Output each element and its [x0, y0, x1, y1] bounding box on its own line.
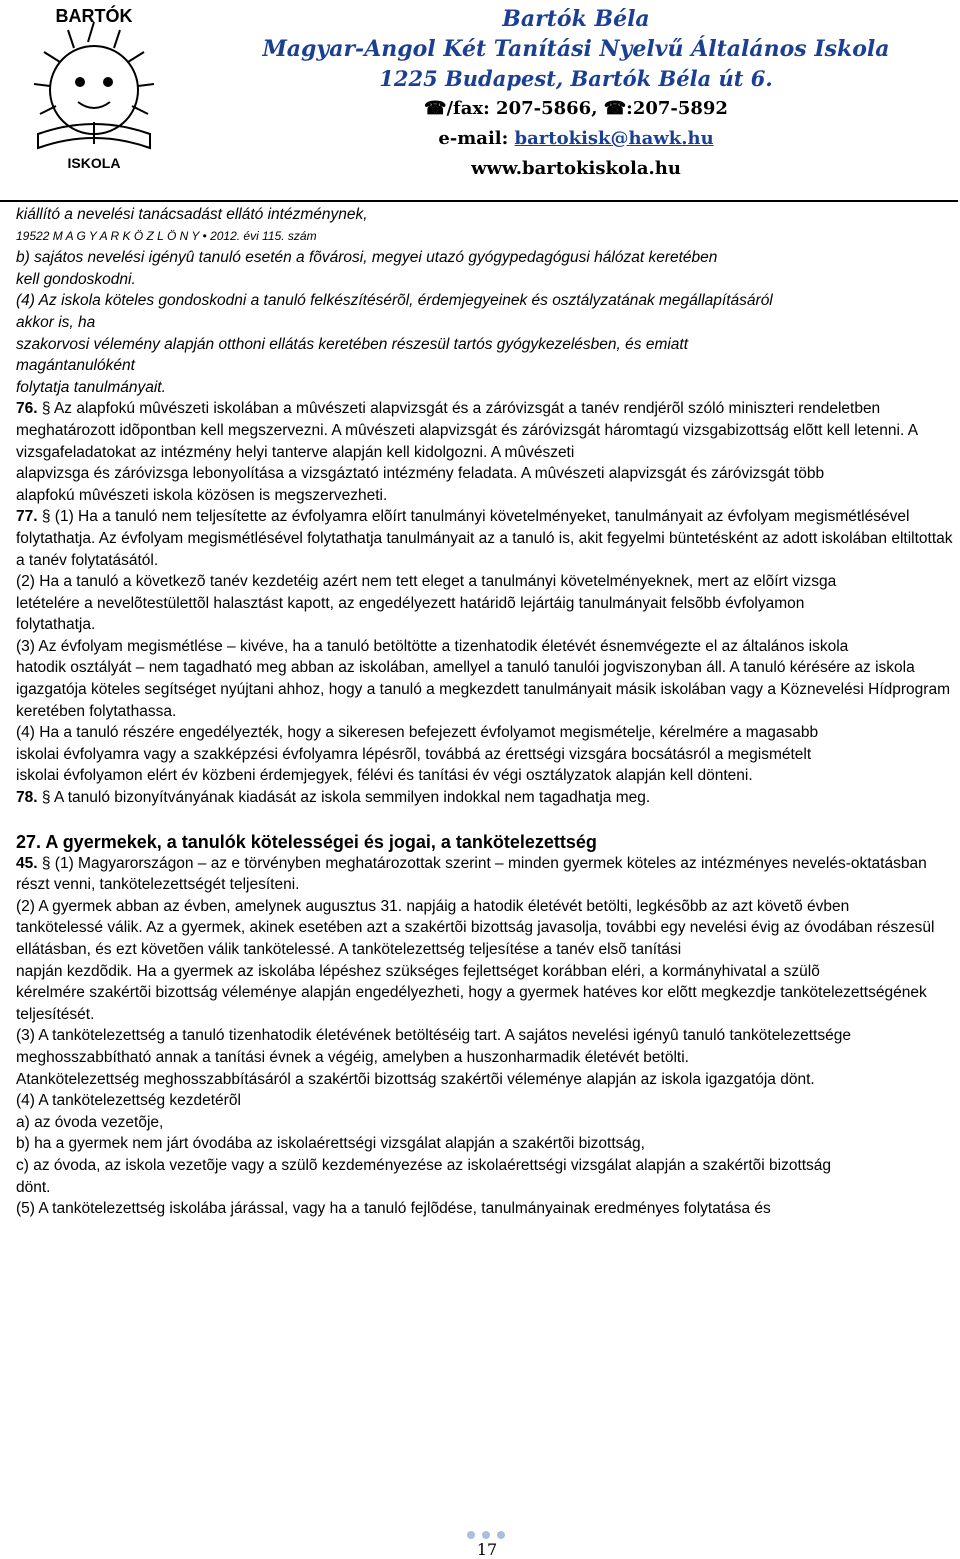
paragraph-45	[16, 853, 954, 896]
text-line: folytathatja.	[16, 616, 96, 634]
email-link[interactable]: bartokisk@hawk.hu	[514, 128, 714, 149]
text-line: dönt.	[16, 1178, 51, 1196]
text-line: hatodik osztályát – nem tagadható meg abban az iskolában, amellyel a tanuló tanulói jogviszonyban áll. A tanuló kérésére az iskola igazgatója köteles segítséget nyújtani ahhoz, hogy a tanuló a megkezdett tanulmányait másik iskolában vagy a Köznevelési Hídprogram keretében folytathassa.	[16, 659, 950, 720]
page-ornament	[466, 1530, 506, 1540]
letterhead	[0, 0, 960, 200]
text-line: akkor is, ha	[16, 313, 96, 331]
page-number: 17	[476, 1540, 498, 1559]
text-line: letételére a nevelõtestülettõl halasztást kapott, az engedélyezett határidõ lejártáig tanulmányait felsõbb évfolyamon	[16, 594, 805, 612]
section-number: 78.	[16, 789, 38, 807]
text-line: kérelmére szakértõi bizottság véleménye alapján engedélyezheti, hogy a gyermek hatéves kor elõtt megkezdje tankötelezettségének teljesítését.	[16, 984, 927, 1023]
logo-top-text: BARTÓK	[55, 6, 133, 26]
text-line: napján kezdõdik. Ha a gyermek az iskolába lépéshez szükséges fejlettséget korábban eléri, a kormányhivatal a szülõ	[16, 962, 820, 980]
text-line: 19522 M A G Y A R K Ö Z L Ö N Y • 2012. évi 115. szám	[16, 228, 317, 243]
paragraph-77	[16, 506, 954, 571]
paragraph-text: (1) Magyarországon – az e törvényben meghatározottak szerint – minden gyermek köteles az intézményes nevelés-oktatásban részt venni, tankötelezettségét teljesíteni.	[16, 854, 927, 894]
email-label: e-mail:	[438, 128, 515, 149]
section-mark-icon: §	[41, 508, 51, 526]
school-address: 1225 Budapest, Bartók Béla út 6.	[379, 66, 773, 91]
school-name: Bartók Béla	[502, 6, 650, 32]
section-number: 76.	[16, 400, 38, 418]
section-number: 77.	[16, 508, 38, 526]
paragraph-76	[16, 398, 954, 463]
section-mark-icon: §	[41, 400, 51, 418]
text-line: tankötelessé válik. Az a gyermek, akinek esetében azt a szakértõi bizottság javasolja, további egy nevelési évig az óvodában részesül ellátásban, és ezt követõen válik tankötelessé. A tankötelezettség teljesítése a tanév elsõ tanítási	[16, 919, 935, 958]
school-full-name: Magyar-Angol Két Tanítási Nyelvű Általános Iskola	[262, 36, 890, 62]
spacer	[16, 809, 954, 831]
document-body	[16, 204, 954, 1220]
text-line: alapvizsga és záróvizsga lebonyolítása a vizsgáztató intézmény feladata. A mûvészeti alapvizsgát és záróvizsgát több	[16, 465, 825, 483]
text-line: (3) A tankötelezettség a tanuló tizenhatodik életévének betöltéséig tart. A sajátos nevelési igényû tanuló tankötelezettsége meghosszabbítható annak a tanítási évnek a végéig, amelyben a huszonharmadik életévét betölti.	[16, 1027, 851, 1066]
email-line	[196, 124, 956, 154]
text-line: (4) Az iskola köteles gondoskodni a tanuló felkészítésérõl, érdemjegyeinek és osztályzatának megállapításáról	[16, 292, 773, 310]
text-line: (4) Ha a tanuló részére engedélyezték, hogy a sikeresen befejezett évfolyamot megismételje, kérelmére a magasabb	[16, 724, 819, 742]
section-mark-icon: §	[41, 789, 51, 807]
paragraph-text: A tanuló bizonyítványának kiadását az iskola semmilyen indokkal nem tagadhatja meg.	[50, 789, 651, 807]
paragraph-78	[16, 787, 954, 809]
paragraph-text: (1) Ha a tanuló nem teljesítette az évfolyamra elõírt tanulmányi követelményeket, tanulmányait az évfolyam megismétlésével folytathatja. Az évfolyam megismétlésével folytathatja tanulmányait az a tanuló is, akit fegyelmi büntetésként az adott iskolában eltiltottak a tanév folytatásától.	[16, 508, 953, 569]
text-line: (4) A tankötelezettség kezdetérõl	[16, 1092, 241, 1110]
text-line: c) az óvoda, az iskola vezetõje vagy a szülõ kezdeményezése az iskolaérettségi vizsgálat alapján a szakértõi bizottság	[16, 1156, 832, 1174]
website[interactable]: www.bartokiskola.hu	[471, 158, 681, 179]
text-line: iskolai évfolyamon elért év közbeni érdemjegyek, félévi és tanítási év végi osztályzatok alapján kell dönteni.	[16, 767, 753, 785]
text-line: magántanulóként	[16, 357, 135, 375]
text-line: (3) Az évfolyam megismétlése – kivéve, ha a tanuló betöltötte a tizenhatodik életévét ésnemvégezte el az általános iskola	[16, 637, 849, 655]
text-line: kell gondoskodni.	[16, 270, 136, 288]
text-line: alapfokú mûvészeti iskola közösen is megszervezheti.	[16, 486, 388, 504]
text-line: (2) A gyermek abban az évben, amelynek augusztus 31. napjáig a hatodik életévét betölti, legkésõbb az azt követõ évben	[16, 897, 850, 915]
header-divider	[0, 200, 958, 202]
text-line: a) az óvoda vezetõje,	[16, 1113, 164, 1131]
phone-line	[196, 94, 956, 124]
text-line: szakorvosi vélemény alapján otthoni ellátás keretében részesül tartós gyógykezelésben, és emiatt	[16, 335, 689, 353]
text-line: (5) A tankötelezettség iskolába járással, vagy ha a tanuló fejlõdése, tanulmányainak eredményes folytatása és	[16, 1200, 771, 1218]
text-line: kiállító a nevelési tanácsadást ellátó intézménynek,	[16, 206, 368, 223]
text-line: iskolai évfolyamra vagy a szakképzési évfolyamra lépésrõl, továbbá az érettségi vizsgára bocsátásról a megismételt	[16, 745, 812, 763]
paragraph-text: Az alapfokú mûvészeti iskolában a mûvészeti alapvizsgát és a záróvizsgát a tanév rendjérõl szóló miniszteri rendeletben meghatározott idõpontban kell megszervezni. A mûvészeti alapvizsgát és záróvizsgát háromtagú vizsgabizottság elõtt kell letenni. A vizsgafeladatokat az intézmény helyi tanterve alapján kell kidolgozni. A mûvészeti	[16, 400, 918, 461]
phone-fax: /fax: 207-5866,	[446, 98, 604, 119]
text-line: b) sajátos nevelési igényû tanuló esetén a fõvárosi, megyei utazó gyógypedagógusi hálózat keretében	[16, 249, 718, 267]
text-line: Atankötelezettség meghosszabbításáról a szakértõi bizottság szakértõi véleménye alapján az iskola igazgatója dönt.	[16, 1070, 815, 1088]
text-line: folytatja tanulmányait.	[16, 378, 166, 396]
logo-bottom-text: ISKOLA	[67, 155, 121, 171]
text-line: (2) Ha a tanuló a következõ tanév kezdetéig azért nem tett eleget a tanulmányi követelményeknek, mert az elõírt vizsga	[16, 573, 837, 591]
telephone-icon-2: ☎	[603, 98, 627, 119]
letterhead-text	[196, 4, 956, 184]
section-number: 45.	[16, 854, 38, 872]
text-line: b) ha a gyermek nem járt óvodába az iskolaérettségi vizsgálat alapján a szakértõi bizottság,	[16, 1135, 645, 1153]
phone-2: :207-5892	[626, 98, 728, 119]
section-heading: 27. A gyermekek, a tanulók kötelességei és jogai, a tankötelezettség	[16, 831, 597, 852]
school-logo	[8, 2, 180, 174]
telephone-icon: ☎	[424, 98, 447, 119]
section-mark-icon: §	[41, 854, 51, 872]
